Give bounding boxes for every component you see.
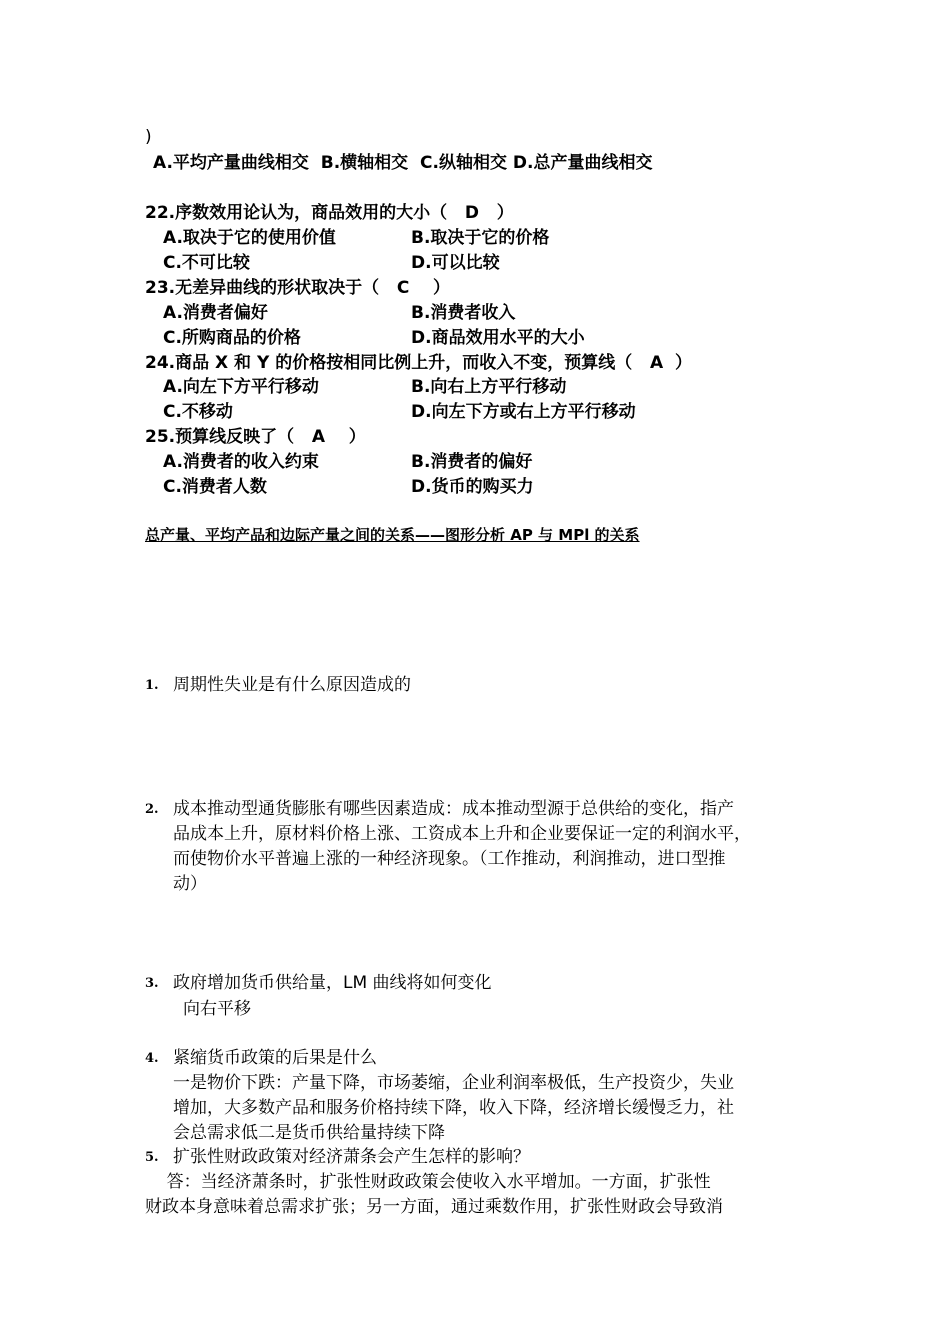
q22-option-c: C.不可比较 [163,253,250,273]
prev-question-tail: ) [145,127,152,147]
q24-stem: 24.商品 X 和 Y 的价格按相同比例上升，而收入不变，预算线（ A ） [145,353,692,373]
question-2-line-3: 而使物价水平普遍上涨的一种经济现象。（工作推动，利润推动，进口型推 [173,849,726,869]
question-1-text: 周期性失业是有什么原因造成的 [173,675,411,695]
q23-stem: 23.无差异曲线的形状取决于（ C ） [145,278,451,298]
q22-option-a: A.取决于它的使用价值 [163,228,336,248]
question-5-number: 5. [145,1150,159,1165]
question-2-line-1: 成本推动型通货膨胀有哪些因素造成：成本推动型源于总供给的变化，指产 [173,799,734,819]
q25-option-c: C.消费者人数 [163,477,267,497]
q24-option-a: A.向左下方平行移动 [163,377,319,397]
q24-option-b: B.向右上方平行移动 [411,377,567,397]
question-4-answer-line-3: 会总需求低二是货币供给量持续下降 [173,1123,445,1143]
q23-option-c: C.所购商品的价格 [163,328,301,348]
q25-option-a: A.消费者的收入约束 [163,452,319,472]
prev-question-options: A.平均产量曲线相交 B.横轴相交 C.纵轴相交 D.总产量曲线相交 [153,153,653,173]
q23-option-d: D.商品效用水平的大小 [411,328,585,348]
question-3-text: 政府增加货币供给量，LM 曲线将如何变化 [173,973,492,993]
section-heading: 总产量、平均产品和边际产量之间的关系——图形分析 AP 与 MPl 的关系 [145,526,640,544]
q23-option-a: A.消费者偏好 [163,303,268,323]
question-2-number: 2. [145,802,159,817]
q24-option-c: C.不移动 [163,402,233,422]
question-3-number: 3. [145,976,159,991]
q25-stem: 25.预算线反映了（ A ） [145,427,366,447]
answer-5-line-1: 答：当经济萧条时，扩张性财政政策会使收入水平增加。一方面，扩张性 [145,1172,711,1192]
answer-5-line-2: 财政本身意味着总需求扩张；另一方面，通过乘数作用，扩张性财政会导致消 [145,1197,723,1217]
question-2-line-4: 动） [173,874,207,894]
question-5-text: 扩张性财政政策对经济萧条会产生怎样的影响？ [173,1147,530,1167]
q25-option-d: D.货币的购买力 [411,477,534,497]
question-4-number: 4. [145,1051,159,1066]
q23-option-b: B.消费者收入 [411,303,516,323]
question-4-text: 紧缩货币政策的后果是什么 [173,1048,377,1068]
question-4-answer-line-1: 一是物价下跌：产量下降，市场萎缩，企业利润率极低，生产投资少，失业 [173,1073,734,1093]
q22-option-b: B.取决于它的价格 [411,228,550,248]
question-3-answer: 向右平移 [183,999,251,1019]
q24-option-d: D.向左下方或右上方平行移动 [411,402,636,422]
question-2-line-2: 品成本上升，原材料价格上涨、工资成本上升和企业要保证一定的利润水平， [173,824,751,844]
question-4-answer-line-2: 增加，大多数产品和服务价格持续下降，收入下降，经济增长缓慢乏力，社 [173,1098,734,1118]
q22-option-d: D.可以比较 [411,253,500,273]
question-1-number: 1. [145,678,159,693]
q22-stem: 22.序数效用论认为，商品效用的大小（ D ） [145,203,514,223]
q25-option-b: B.消费者的偏好 [411,452,533,472]
